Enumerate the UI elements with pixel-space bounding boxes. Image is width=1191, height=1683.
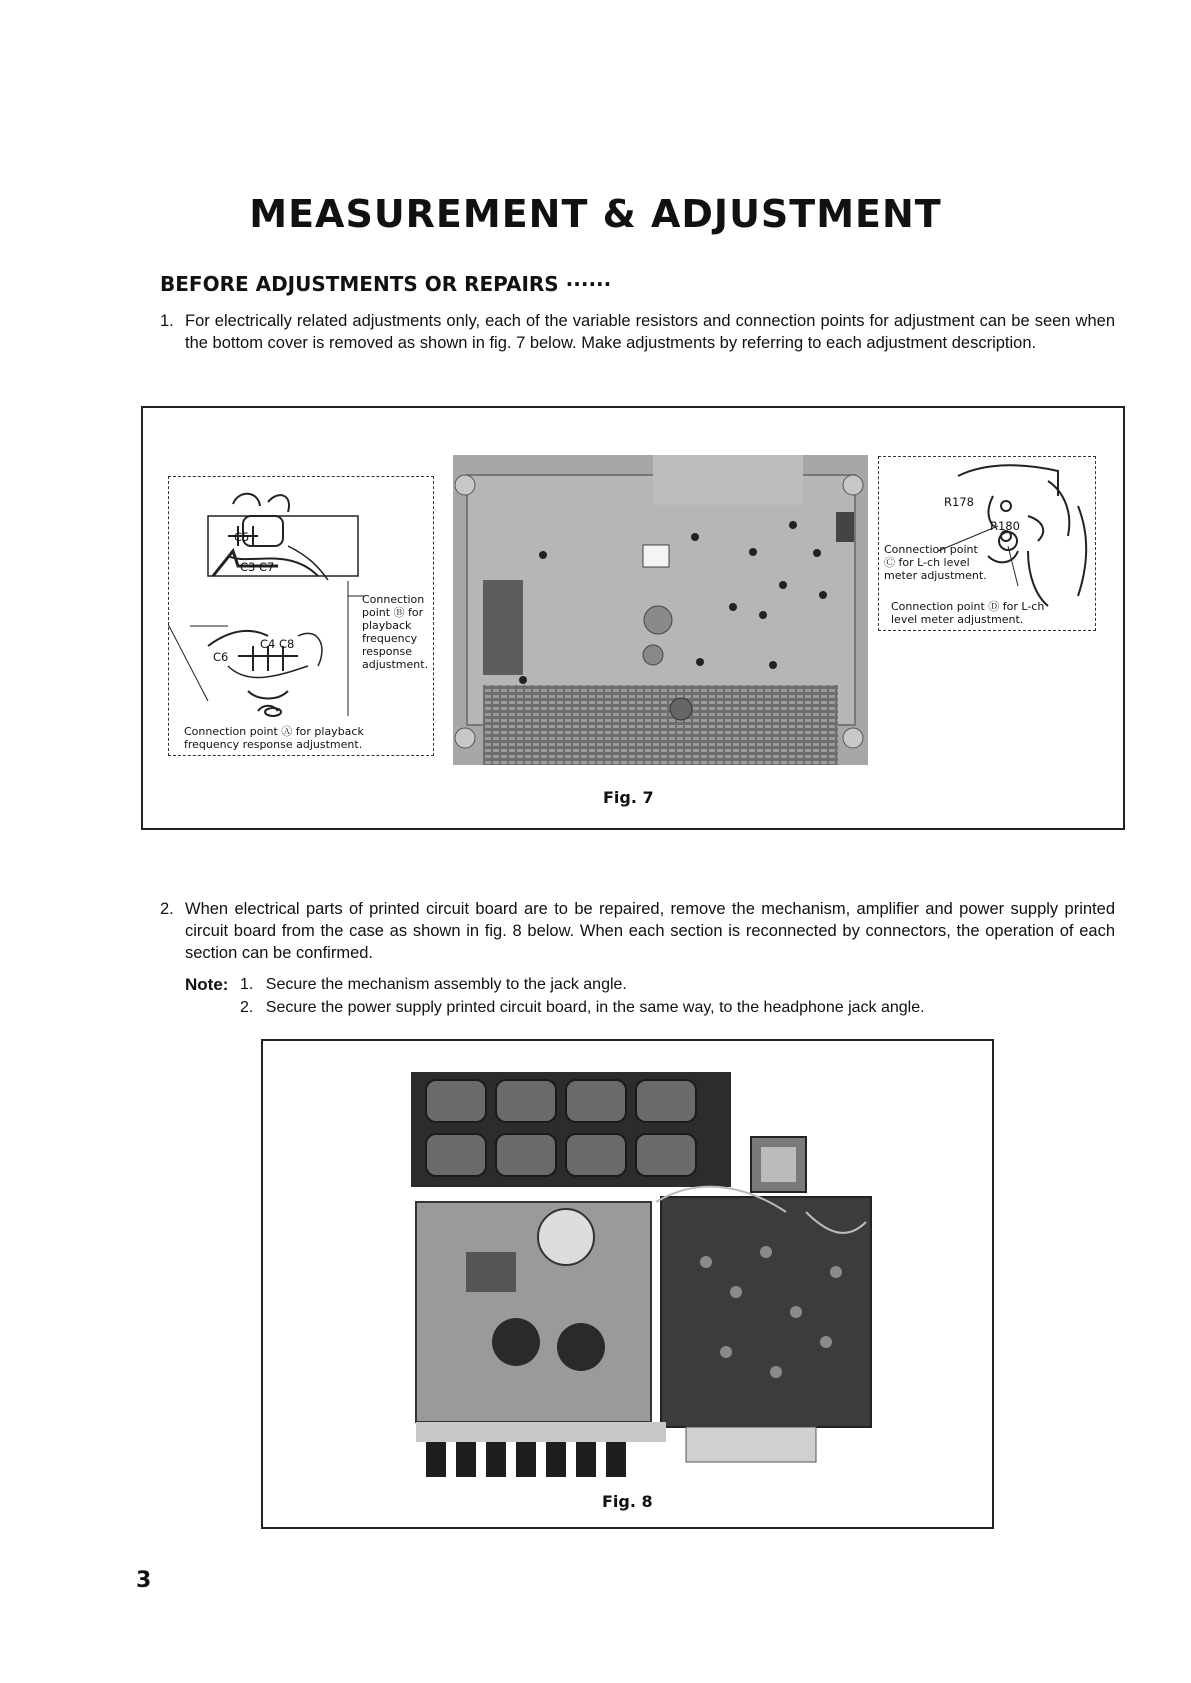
callout-line: Connection <box>362 593 425 606</box>
figure-7-caption: Fig. 7 <box>603 788 654 807</box>
note-text: Secure the power supply printed circuit board, in the same way, to the headphone jack angle. <box>265 999 925 1016</box>
label-c4c8: C4 C8 <box>260 637 295 651</box>
note-number: 2. <box>240 999 254 1016</box>
note-text: Secure the mechanism assembly to the jack angle. <box>265 976 627 993</box>
page-number: 3 <box>136 1568 152 1593</box>
callout-line: frequency response adjustment. <box>184 738 363 751</box>
note-item-2 <box>240 999 925 1017</box>
note-number: 1. <box>240 976 254 993</box>
label-c5: C5 <box>234 530 250 544</box>
callout-connection-point-b <box>362 593 428 671</box>
callout-line: Connection point Ⓐ for playback <box>184 725 364 738</box>
fig7-photo-bottom-view <box>453 455 868 765</box>
section-heading: BEFORE ADJUSTMENTS OR REPAIRS ······ <box>160 272 612 296</box>
callout-line: Ⓒ for L-ch level <box>884 556 970 569</box>
paragraph-text: When electrical parts of printed circuit board are to be repaired, remove the mechanism, amplifier and power supply printed circuit board from the case as shown in fig. 8 below. When each section is reconnected by connectors, the operation of each section can be confirmed. <box>185 900 1115 962</box>
callout-line: Connection point Ⓓ for L-ch <box>891 600 1045 613</box>
paragraph-number: 2. <box>160 900 174 918</box>
callout-line: frequency <box>362 632 418 645</box>
fig8-photo-chassis <box>406 1062 876 1482</box>
callout-line: adjustment. <box>362 658 429 671</box>
label-c6: C6 <box>213 650 229 664</box>
paragraph-2 <box>160 898 1115 966</box>
paragraph-1 <box>160 310 1115 356</box>
paragraph-text: For electrically related adjustments only, each of the variable resistors and connection points for adjustment can be seen when the bottom cover is removed as shown in fig. 7 below. Make adjustments by referring to each adjustment description. <box>185 312 1115 352</box>
label-r180: R180 <box>990 519 1020 533</box>
callout-line: Connection point <box>884 543 978 556</box>
callout-connection-point-d <box>891 600 1044 626</box>
callout-line: level meter adjustment. <box>891 613 1024 626</box>
callout-connection-point-c <box>884 543 987 582</box>
figure-8-caption: Fig. 8 <box>602 1492 653 1511</box>
callout-connection-point-a <box>184 725 364 751</box>
page-title: MEASUREMENT & ADJUSTMENT <box>249 192 942 236</box>
callout-line: response <box>362 645 412 658</box>
paragraph-number: 1. <box>160 312 174 330</box>
callout-line: meter adjustment. <box>884 569 987 582</box>
note-item-1 <box>240 976 627 994</box>
callout-line: playback <box>362 619 412 632</box>
note-label: Note: <box>185 975 229 994</box>
label-c3c7: C3 C7 <box>240 560 275 574</box>
callout-line: point Ⓑ for <box>362 606 424 619</box>
label-r178: R178 <box>944 495 974 509</box>
